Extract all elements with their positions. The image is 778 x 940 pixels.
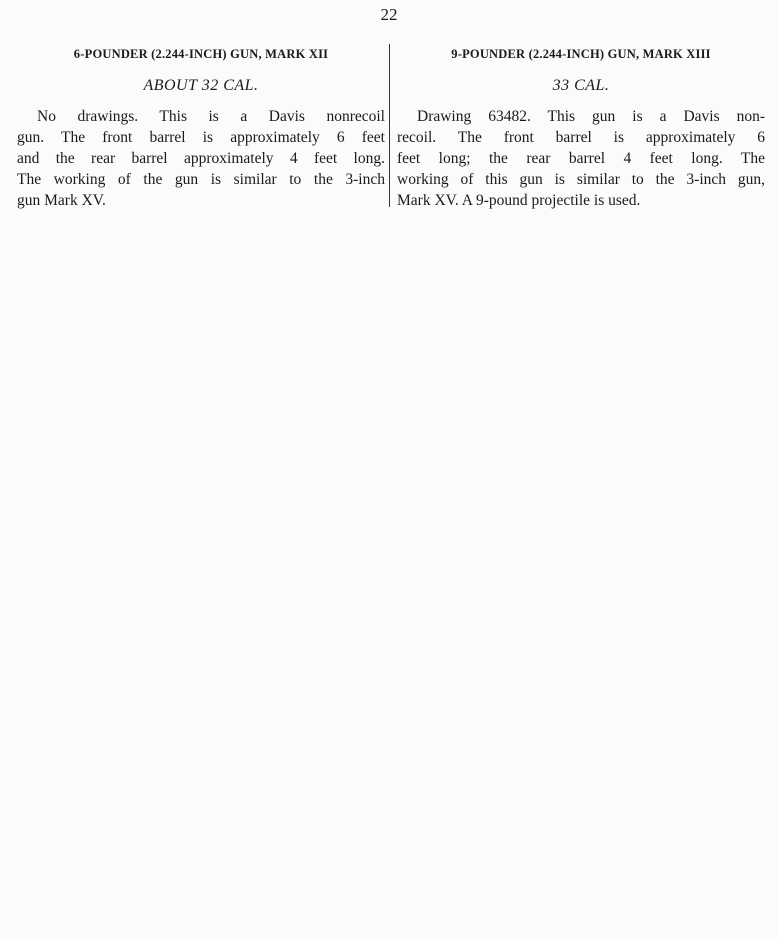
left-paragraph bbox=[17, 106, 385, 211]
left-heading: 6-POUNDER (2.244-INCH) GUN, MARK XII bbox=[73, 47, 329, 61]
page-number: 22 bbox=[380, 5, 398, 24]
text-line: Mark XV. A 9-pound projectile is used. bbox=[397, 192, 641, 209]
left-column bbox=[17, 44, 385, 211]
left-caliber: ABOUT 32 CAL. bbox=[143, 77, 259, 94]
text-line: No drawings. This is a Davis nonrecoil bbox=[37, 108, 385, 125]
text-line: gun Mark XV. bbox=[17, 192, 106, 209]
column-divider bbox=[389, 44, 390, 207]
right-heading: 9-POUNDER (2.244-INCH) GUN, MARK XIII bbox=[451, 47, 711, 61]
text-line: Drawing 63482. This gun is a Davis non- bbox=[417, 108, 765, 125]
text-line: and the rear barrel approximately 4 feet long. bbox=[17, 150, 385, 167]
right-caliber: 33 CAL. bbox=[552, 77, 610, 94]
text-line: working of this gun is similar to the 3-inch gun, bbox=[397, 171, 765, 188]
text-line: The working of the gun is similar to the 3-inch bbox=[17, 171, 385, 188]
text-line: recoil. The front barrel is approximately 6 bbox=[397, 129, 765, 146]
right-paragraph bbox=[397, 106, 765, 211]
text-line: gun. The front barrel is approximately 6 feet bbox=[17, 129, 385, 146]
right-column bbox=[397, 44, 765, 211]
text-line: feet long; the rear barrel 4 feet long. The bbox=[397, 150, 765, 167]
